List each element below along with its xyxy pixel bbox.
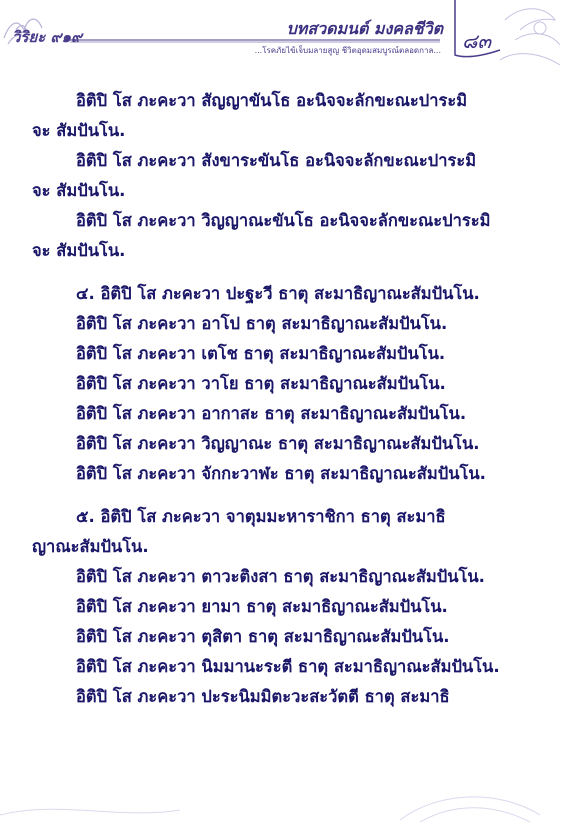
verse-line: อิติปิ โส ภะคะวา วิญญาณะ ธาตุ สะมาธิญาณะสัมปันโน. <box>76 434 480 453</box>
book-id: วิริยะ ๙๑๙ <box>12 28 83 46</box>
verse-line: อิติปิ โส ภะคะวา วิญญาณะขันโธ อะนิจจะลักขะณะปาระมิ <box>76 211 491 230</box>
verse-line: จะ สัมปันโน. <box>32 121 126 140</box>
verse-line: อิติปิ โส ภะคะวา ยามา ธาตุ สะมาธิญาณะสัมปันโน. <box>76 597 448 616</box>
footer-flourish-icon <box>0 760 563 827</box>
page-number: ๘๓ <box>462 29 492 53</box>
verse-line: อิติปิ โส ภะคะวา ตาวะติงสา ธาตุ สะมาธิญาณะสัมปันโน. <box>76 567 485 586</box>
page-header <box>0 0 563 70</box>
verse-line: อิติปิ โส ภะคะวา อาโป ธาตุ สะมาธิญาณะสัมปันโน. <box>76 314 448 333</box>
verse-line: ญาณะสัมปันโน. <box>32 537 149 556</box>
verse-line: ๕. อิติปิ โส ภะคะวา จาตุมมะหาราชิกา ธาตุ สะมาธิ <box>76 507 446 526</box>
book-subtitle: ...โรคภัยไข้เจ็บมลายสูญ ชีวิตอุดมสมบูรณ์ตลอดกาล... <box>254 46 441 55</box>
verse-line: อิติปิ โส ภะคะวา อากาสะ ธาตุ สะมาธิญาณะสัมปันโน. <box>76 404 467 423</box>
book-title: บทสวดมนต์ มงคลชีวิต <box>286 19 443 38</box>
verse-line: จะ สัมปันโน. <box>32 181 126 200</box>
verse-line: อิติปิ โส ภะคะวา สังขาระขันโธ อะนิจจะลักขะณะปาระมิ <box>76 151 477 170</box>
verse-line: ๔. อิติปิ โส ภะคะวา ปะฐะวี ธาตุ สะมาธิญาณะสัมปันโน. <box>76 284 480 303</box>
verse-line: อิติปิ โส ภะคะวา ตุสิตา ธาตุ สะมาธิญาณะสัมปันโน. <box>76 627 450 646</box>
verse-line: อิติปิ โส ภะคะวา สัญญาขันโธ อะนิจจะลักขะณะปาระมิ <box>76 91 468 110</box>
chant-body <box>32 86 502 712</box>
verse-line: อิติปิ โส ภะคะวา นิมมานะระตี ธาตุ สะมาธิญาณะสัมปันโน. <box>76 657 500 676</box>
verse-line: จะ สัมปันโน. <box>32 241 126 260</box>
verse-line: อิติปิ โส ภะคะวา ปะระนิมมิตะวะสะวัตตี ธาตุ สะมาธิ <box>76 687 450 706</box>
verse-line: อิติปิ โส ภะคะวา วาโย ธาตุ สะมาธิญาณะสัมปันโน. <box>76 374 446 393</box>
verse-line: อิติปิ โส ภะคะวา เตโช ธาตุ สะมาธิญาณะสัมปันโน. <box>76 344 446 363</box>
verse-line: อิติปิ โส ภะคะวา จักกะวาฬะ ธาตุ สะมาธิญาณะสัมปันโน. <box>76 464 486 483</box>
